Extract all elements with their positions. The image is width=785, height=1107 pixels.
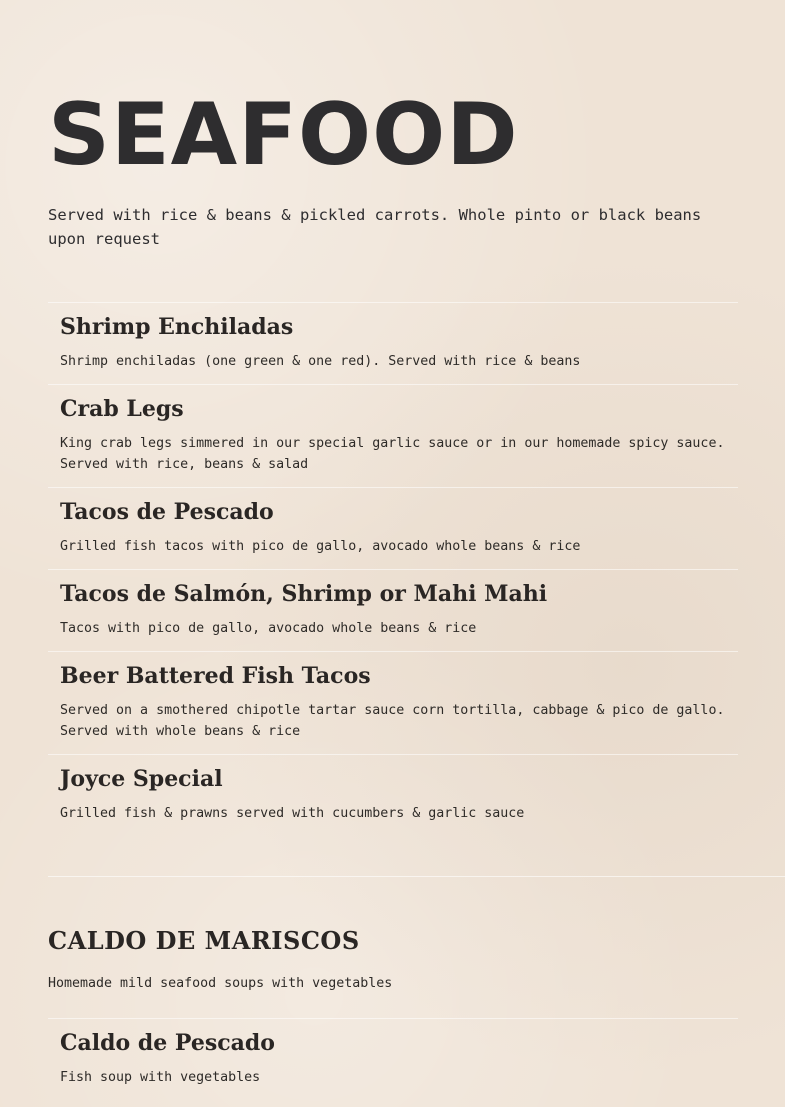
menu-item-description: Shrimp enchiladas (one green & one red). Served with rice & beans [60, 354, 581, 369]
menu-item-description: Fish soup with vegetables [60, 1070, 261, 1085]
seafood-description: Served with rice & beans & pickled carrots. Whole pinto or black beans upon request [48, 206, 702, 248]
menu-item-name: Tacos de Pescado [60, 499, 274, 525]
caldo-title: CALDO DE MARISCOS [48, 926, 360, 955]
menu-item-description: Grilled fish tacos with pico de gallo, avocado whole beans & rice [60, 539, 581, 554]
menu-item-description: Tacos with pico de gallo, avocado whole beans & rice [60, 621, 477, 636]
menu-item-caldo-de-pescado [48, 1018, 738, 1100]
seafood-title: SEAFOOD [48, 85, 519, 185]
section-divider [48, 876, 785, 877]
menu-item-tacos-de-salmon [48, 569, 738, 651]
menu-item-name: Caldo de Pescado [60, 1030, 275, 1056]
menu-item-name: Crab Legs [60, 396, 184, 422]
menu-item-name: Tacos de Salmón, Shrimp or Mahi Mahi [60, 581, 548, 607]
seafood-items [48, 302, 738, 836]
menu-item-joyce-special [48, 754, 738, 836]
menu-item-tacos-de-pescado [48, 487, 738, 569]
caldo-items [48, 1018, 738, 1100]
menu-item-crab-legs [48, 384, 738, 487]
menu-item-name: Beer Battered Fish Tacos [60, 663, 371, 689]
menu-item-description: Grilled fish & prawns served with cucumbers & garlic sauce [60, 806, 525, 821]
menu-item-description: King crab legs simmered in our special garlic sauce or in our homemade spicy sauce. Served with rice, beans & salad [60, 436, 725, 472]
menu-item-shrimp-enchiladas [48, 302, 738, 384]
menu-item-description: Served on a smothered chipotle tartar sauce corn tortilla, cabbage & pico de gallo. Served with whole beans & rice [60, 703, 725, 739]
caldo-description: Homemade mild seafood soups with vegetables [48, 976, 393, 991]
menu-item-name: Shrimp Enchiladas [60, 314, 294, 340]
menu-item-beer-battered-fish-tacos [48, 651, 738, 754]
menu-item-name: Joyce Special [60, 766, 223, 792]
